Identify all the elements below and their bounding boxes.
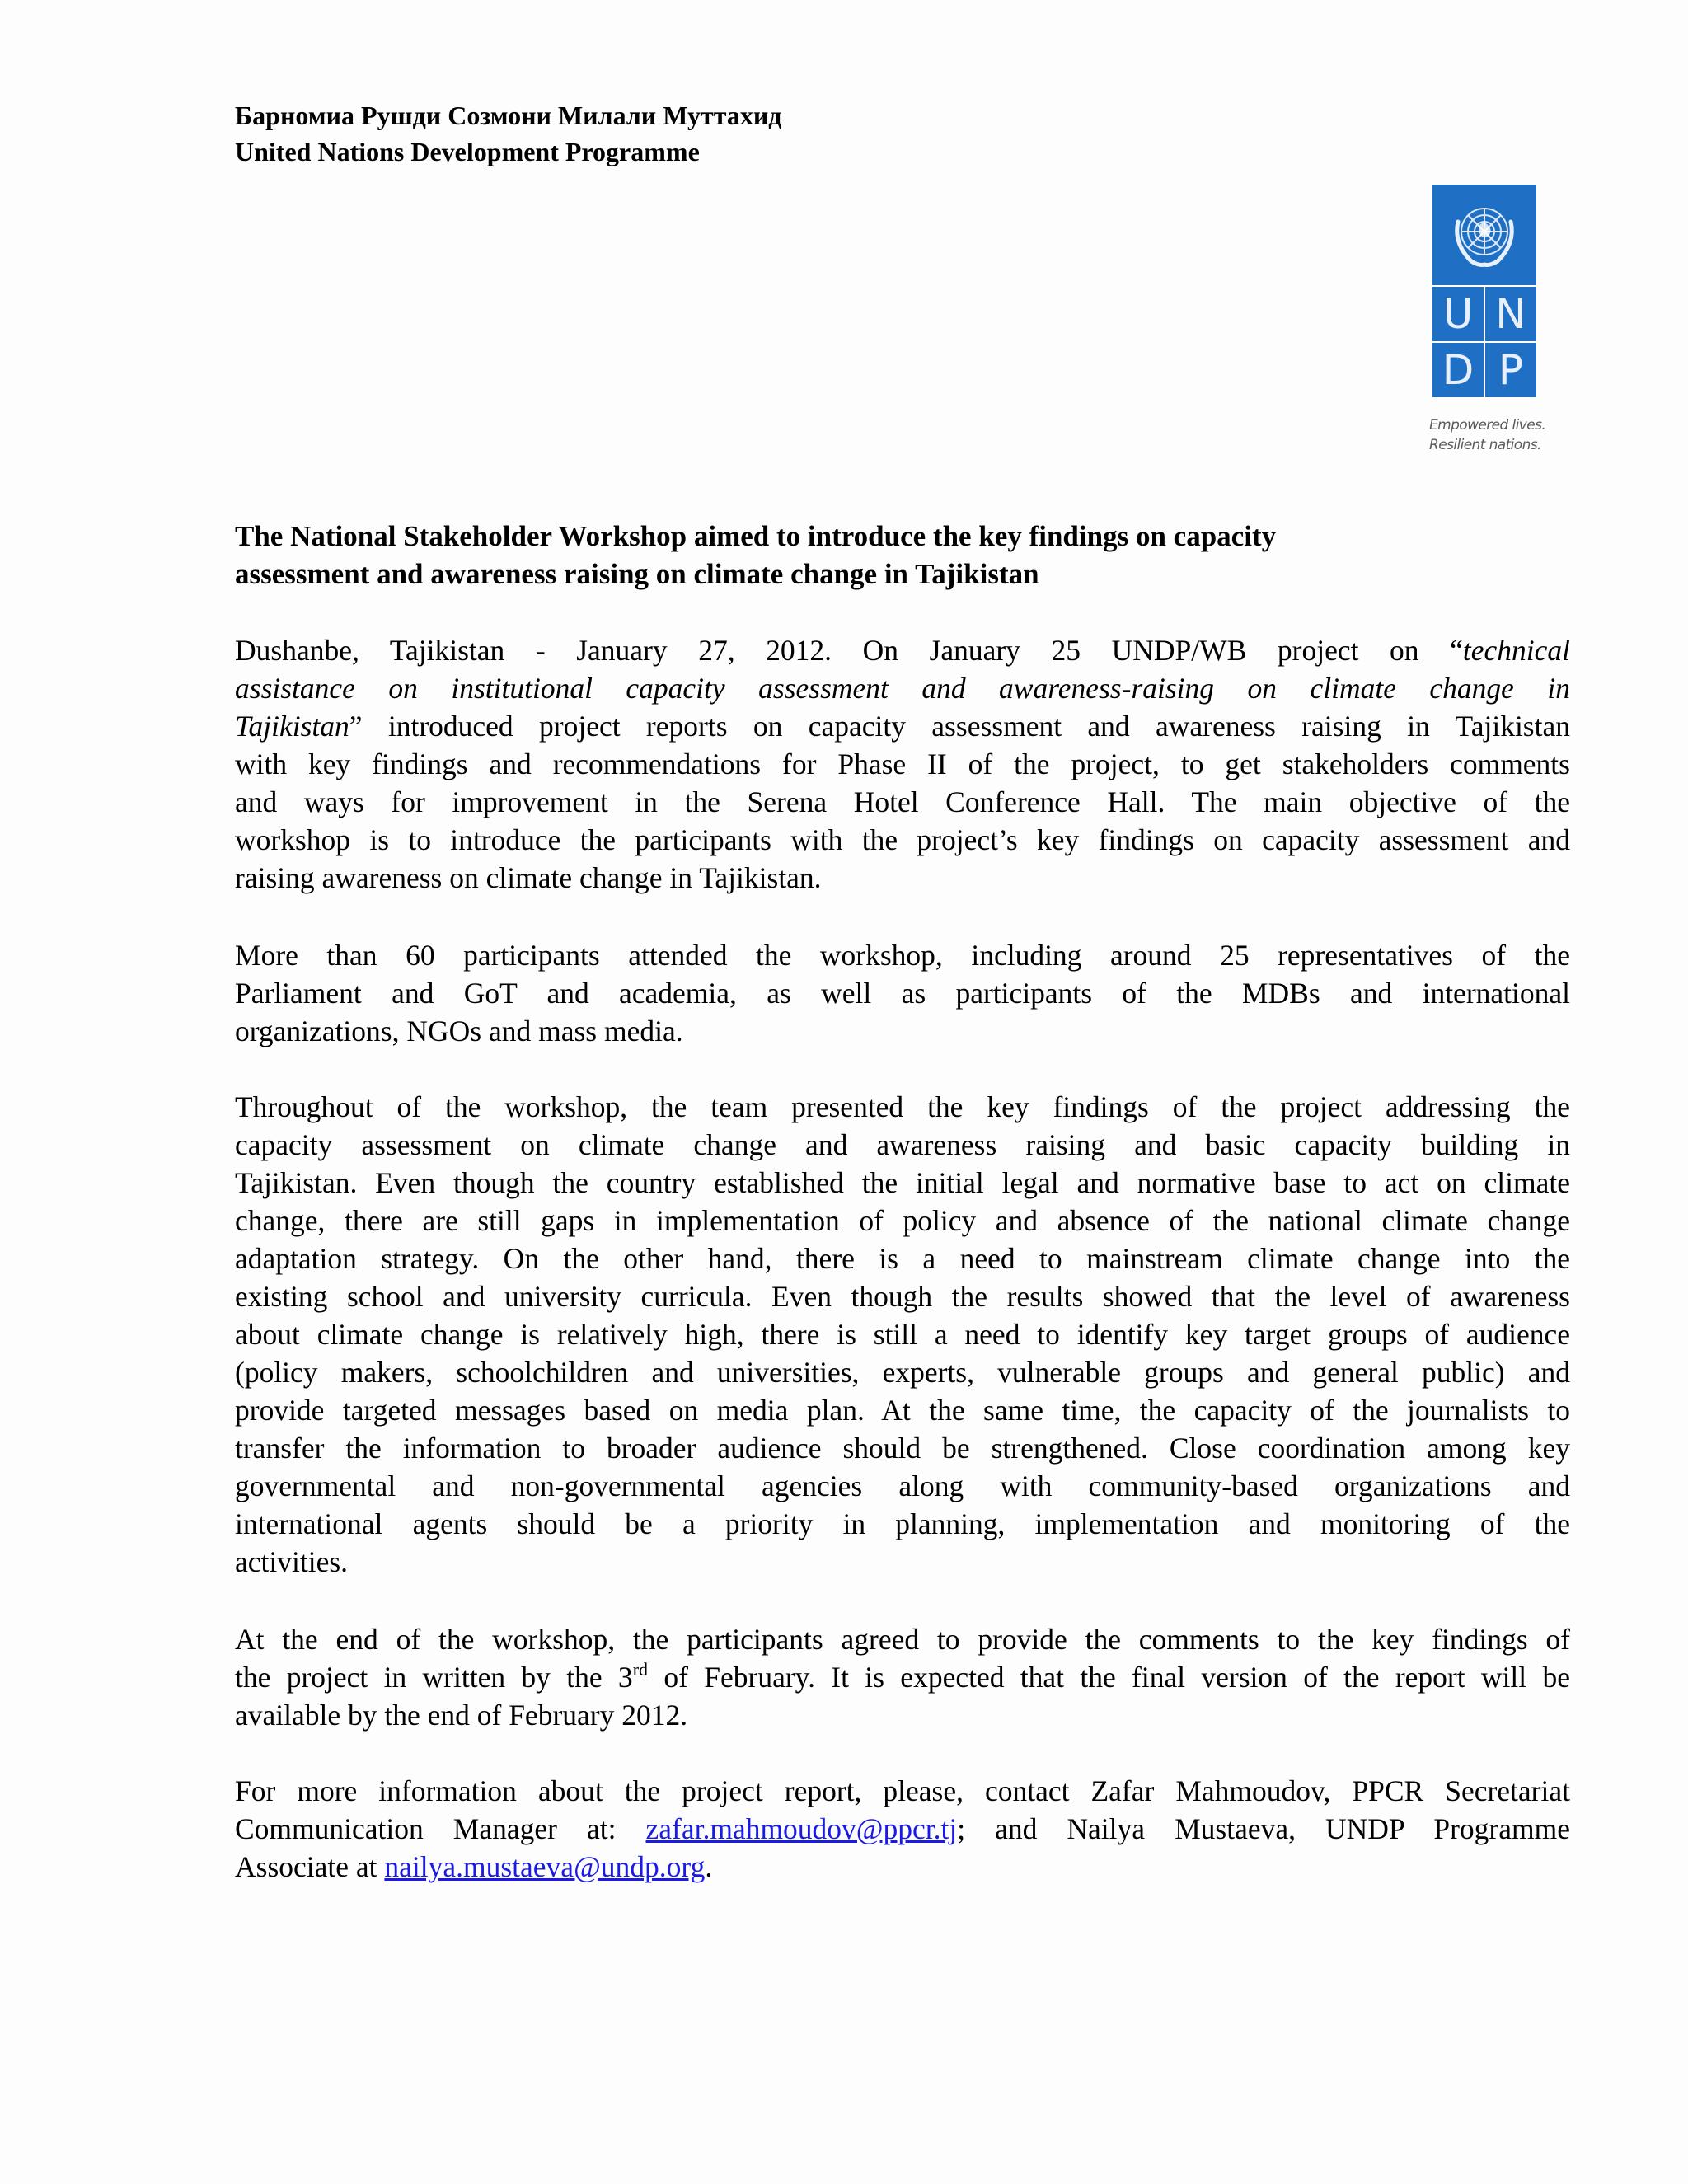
ordinal-superscript: rd [632,1659,649,1680]
paragraph-line: about climate change is relatively high, there is still a need to identify key target groups of audience [235,1318,1570,1351]
tagline-line-2: Resilient nations. [1429,437,1541,453]
paragraph-line: activities. [235,1545,349,1578]
organization-header [235,97,781,170]
logo-letter-p: P [1485,343,1536,397]
email-link-nailya[interactable]: nailya.mustaeva@undp.org [384,1850,706,1883]
paragraph-line: Tajikistan. Even though the country established the initial legal and normative base to act on climate [235,1166,1570,1199]
tagline-line-1: Empowered lives. [1429,417,1546,434]
paragraph-findings [235,1088,1570,1581]
title-line-1: The National Stakeholder Workshop aimed to introduce the key findings on capacity [235,520,1277,552]
paragraph-line: For more information about the project report, please, contact Zafar Mahmoudov, PPCR Secretariat [235,1774,1570,1807]
paragraph-line: Dushanbe, Tajikistan - January 27, 2012. On January 25 UNDP/WB project on “technical [235,634,1570,667]
paragraph-line: Associate at nailya.mustaeva@undp.org. [235,1850,713,1883]
paragraph-line: Communication Manager at: zafar.mahmoudov@ppcr.tj; and Nailya Mustaeva, UNDP Programme [235,1812,1570,1845]
paragraph-line: transfer the information to broader audience should be strengthened. Close coordination among key [235,1432,1570,1465]
paragraph-line: workshop is to introduce the participants with the project’s key findings on capacity assessment and [235,823,1570,856]
paragraph-line: Tajikistan” introduced project reports on capacity assessment and awareness raising in Tajikistan [235,710,1570,743]
paragraph-line: with key findings and recommendations for Phase II of the project, to get stakeholders comments [235,748,1570,780]
paragraph-line: adaptation strategy. On the other hand, there is a need to mainstream climate change into the [235,1242,1570,1275]
paragraph-line: Throughout of the workshop, the team presented the key findings of the project addressing the [235,1090,1570,1123]
paragraph-line: governmental and non-governmental agencies along with community-based organizations and [235,1469,1570,1502]
paragraph-line: existing school and university curricula. Even though the results showed that the level of awareness [235,1280,1570,1313]
paragraph-line: (policy makers, schoolchildren and universities, experts, vulnerable groups and general public) and [235,1356,1570,1389]
project-name-italic: assistance on institutional capacity assessment and awareness-raising on climate change in [235,672,1570,705]
title-line-2: assessment and awareness raising on climate change in Tajikistan [235,558,1039,590]
email-link-zafar[interactable]: zafar.mahmoudov@ppcr.tj [645,1812,958,1845]
paragraph-intro [235,631,1570,897]
paragraph-line [235,669,1570,707]
project-name-italic: Tajikistan [235,710,349,743]
paragraph-line: organizations, NGOs and mass media. [235,1015,683,1047]
paragraph-line: At the end of the workshop, the participants agreed to provide the comments to the key findings of [235,1623,1570,1656]
un-emblem-icon [1432,185,1536,285]
paragraph-contact [235,1772,1570,1886]
paragraph-next-steps [235,1620,1570,1734]
logo-tagline [1429,415,1546,455]
org-name-tajik: Барномиа Рушди Созмони Милали Муттахид [235,101,782,130]
paragraph-line: capacity assessment on climate change and awareness raising and basic capacity building in [235,1128,1570,1161]
undp-logo [1429,185,1546,455]
paragraph-line: Parliament and GoT and academia, as well as participants of the MDBs and international [235,977,1570,1010]
paragraph-line: raising awareness on climate change in Tajikistan. [235,861,822,894]
logo-letter-n: N [1485,287,1536,341]
paragraph-line: More than 60 participants attended the workshop, including around 25 representatives of the [235,939,1570,972]
project-name-italic: technical [1462,634,1570,667]
paragraph-line: provide targeted messages based on media plan. At the same time, the capacity of the journalists to [235,1394,1570,1427]
paragraph-line: change, there are still gaps in implementation of policy and absence of the national climate change [235,1204,1570,1237]
paragraph-line: available by the end of February 2012. [235,1699,688,1732]
logo-letter-u: U [1432,287,1484,341]
org-name-english: United Nations Development Programme [235,137,700,166]
paragraph-line: international agents should be a priority in planning, implementation and monitoring of the [235,1507,1570,1540]
paragraph-participants [235,936,1570,1050]
paragraph-line: the project in written by the 3rd of February. It is expected that the final version of the report will be [235,1659,1570,1694]
document-title [235,518,1587,593]
logo-letter-d: D [1432,343,1484,397]
paragraph-line: and ways for improvement in the Serena Hotel Conference Hall. The main objective of the [235,785,1570,818]
